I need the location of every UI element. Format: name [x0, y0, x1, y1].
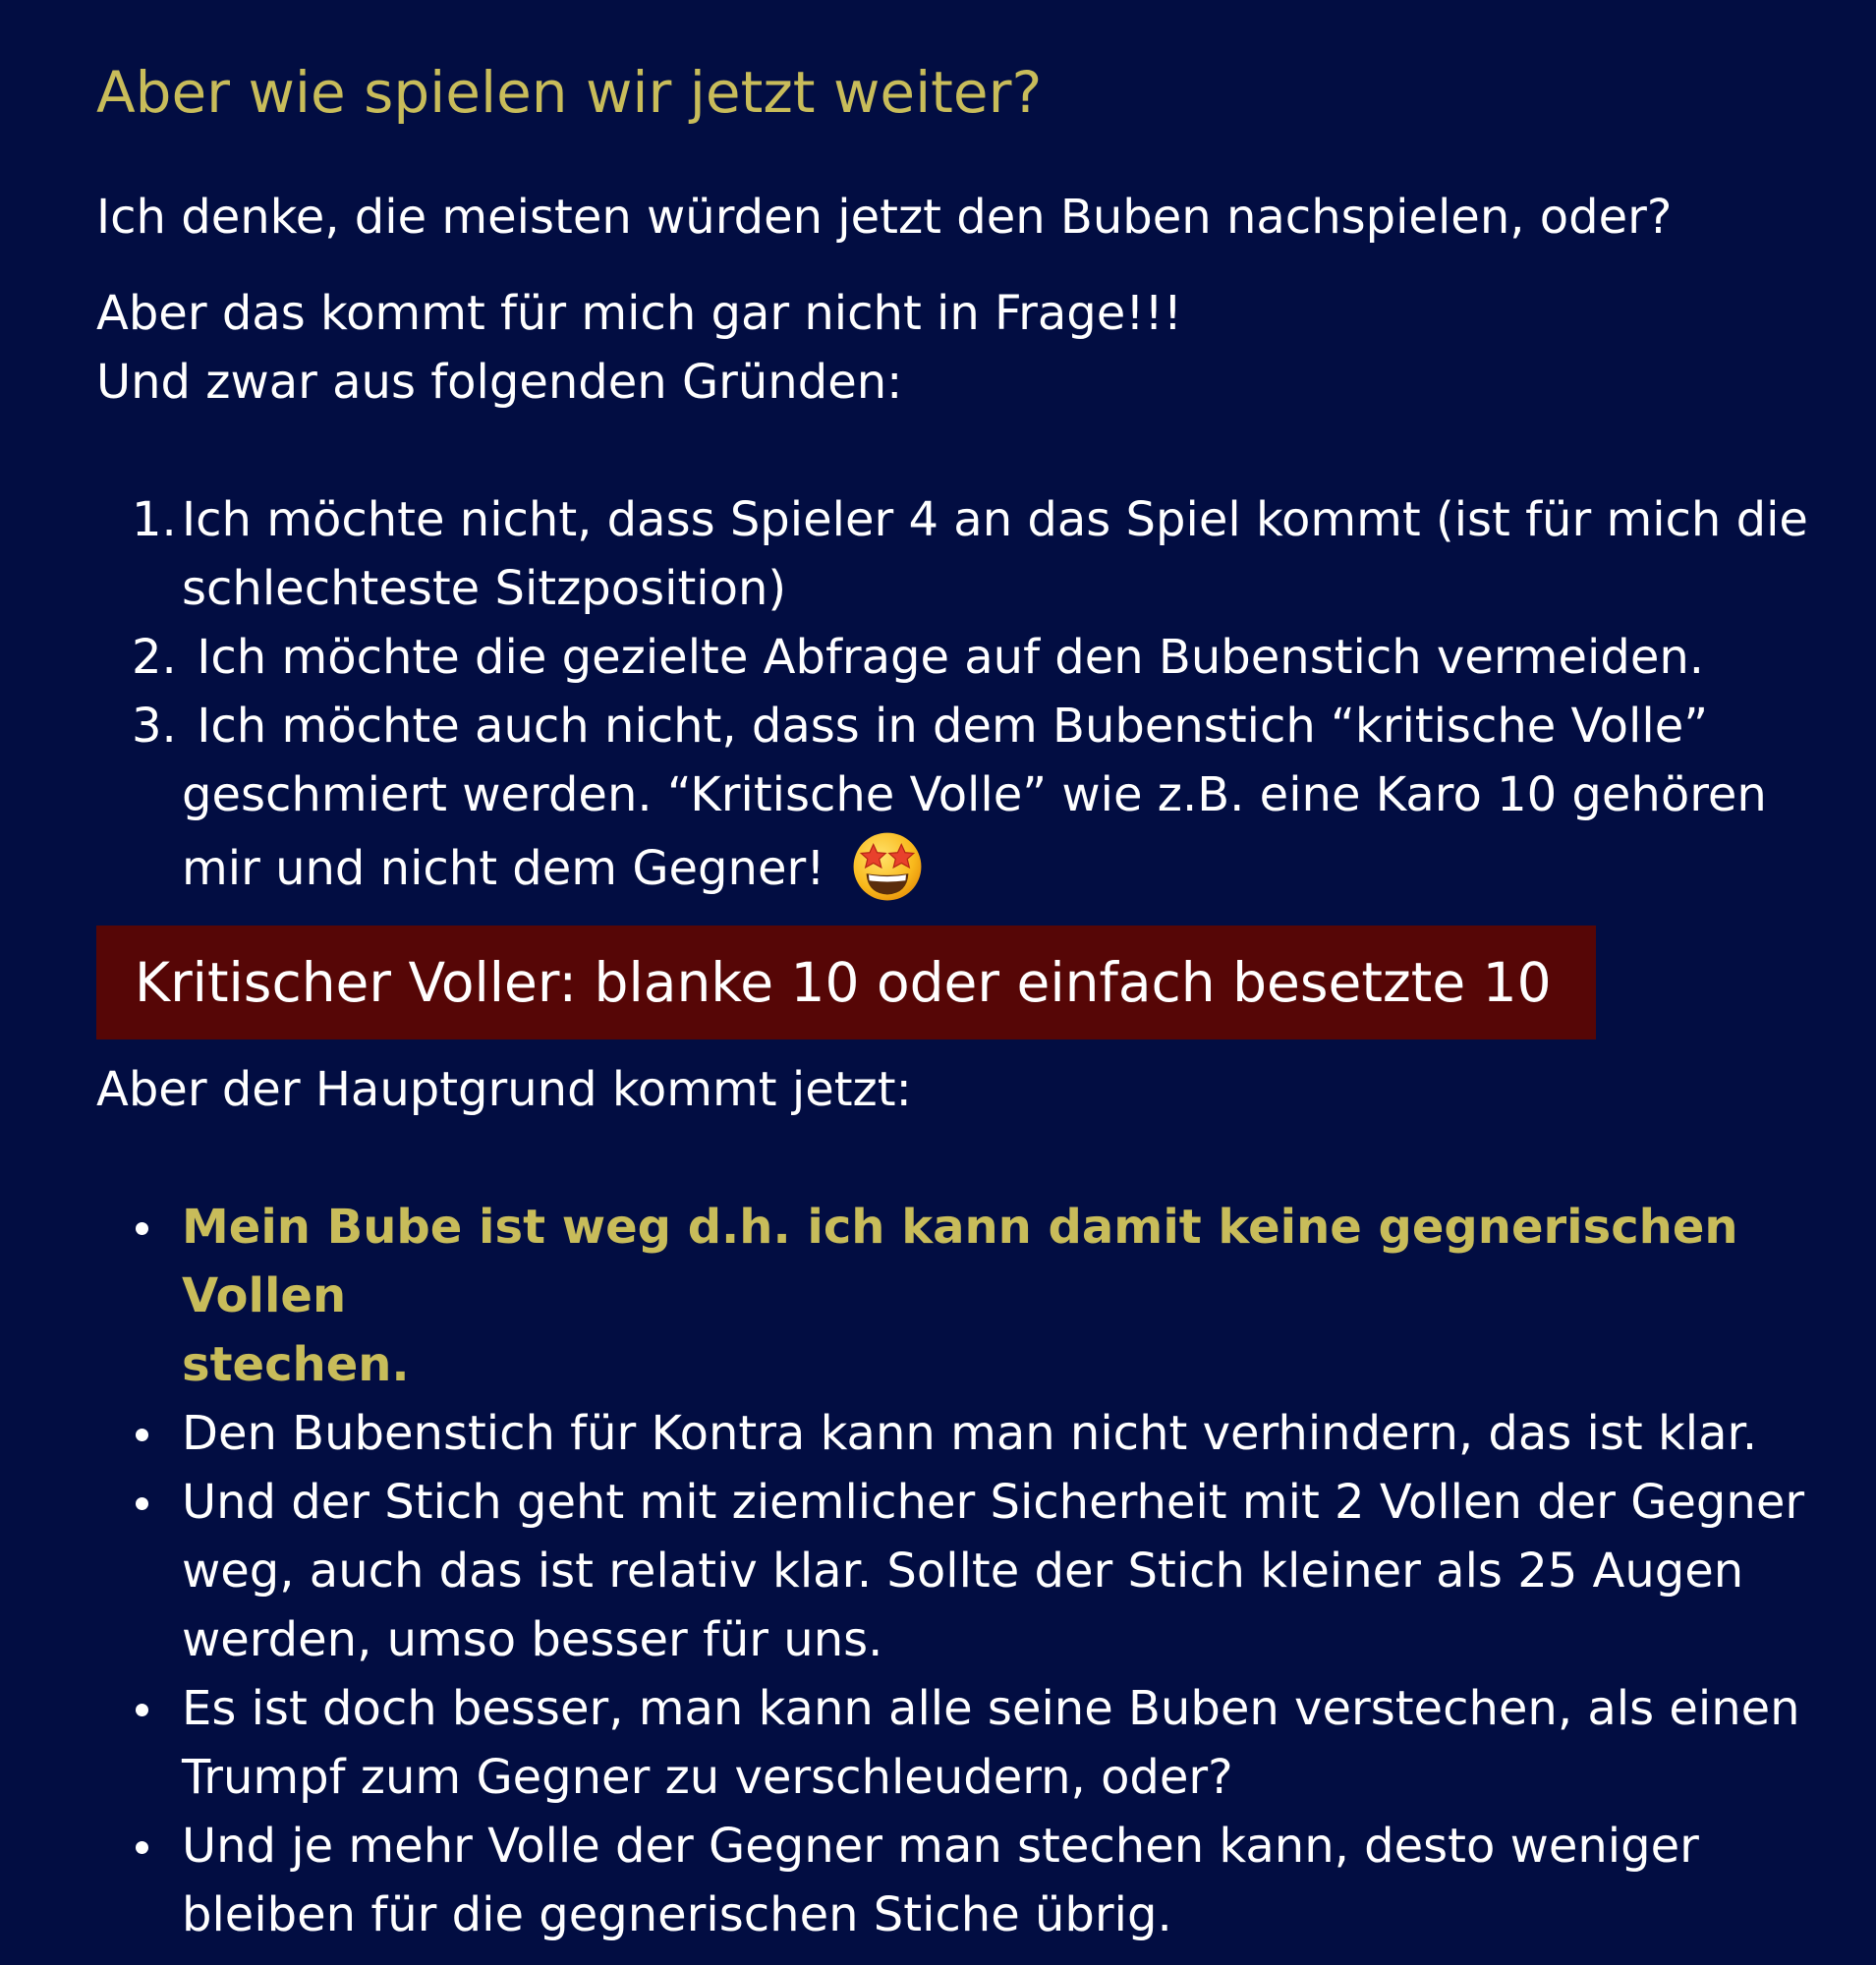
bullet-icon [136, 1222, 148, 1235]
list-item-line: Ich möchte auch nicht, dass in dem Bubenstich “kritische Volle” [182, 699, 1709, 754]
list-item-line: schlechteste Sitzposition) [182, 561, 787, 616]
list-item-line: Es ist doch besser, man kann alle seine Buben verstechen, als einen [182, 1681, 1800, 1736]
bullet-icon [136, 1429, 148, 1441]
main-reasons-list [96, 1193, 1846, 1949]
list-item-line: Mein Bube ist weg d.h. ich kann damit keine gegnerischen Vollen [182, 1200, 1738, 1323]
definition-banner [96, 926, 1596, 1039]
list-item [96, 1193, 1846, 1399]
list-item [96, 623, 1846, 692]
reasons-intro-paragraph: Und zwar aus folgenden Gründen: [96, 355, 903, 410]
list-item-line: Ich möchte die gezielte Abfrage auf den Bubenstich vermeiden. [182, 630, 1705, 685]
list-item-line: Den Bubenstich für Kontra kann man nicht verhindern, das ist klar. [182, 1406, 1758, 1461]
list-number: 2. [132, 630, 177, 685]
bullet-icon [136, 1497, 148, 1510]
list-item-line: Und je mehr Volle der Gegner man stechen kann, desto weniger [182, 1819, 1699, 1874]
main-reason-intro: Aber der Hauptgrund kommt jetzt: [96, 1062, 912, 1117]
list-item-line: Ich möchte nicht, dass Spieler 4 an das Spiel kommt (ist für mich die [182, 492, 1808, 547]
list-number: 1. [132, 492, 177, 547]
list-item [96, 1674, 1846, 1812]
banner-text: Kritischer Voller: blanke 10 oder einfach besetzte 10 [135, 951, 1552, 1014]
list-item [96, 1468, 1846, 1674]
list-item-line: mir und nicht dem Gegner! [182, 841, 825, 896]
bullet-icon [136, 1704, 148, 1716]
list-item [96, 485, 1846, 623]
reasons-list [96, 485, 1846, 904]
list-item-line: werden, umso besser für uns. [182, 1612, 883, 1667]
star-struck-emoji-icon [850, 829, 925, 904]
statement-paragraph: Aber das kommt für mich gar nicht in Frage!!! [96, 286, 1183, 341]
list-item [96, 1399, 1846, 1468]
list-item [96, 692, 1846, 904]
intro-paragraph: Ich denke, die meisten würden jetzt den Buben nachspielen, oder? [96, 190, 1673, 245]
list-number: 3. [132, 699, 177, 754]
page-title: Aber wie spielen wir jetzt weiter? [96, 59, 1043, 126]
list-item-line: stechen. [182, 1337, 410, 1392]
list-item-line: geschmiert werden. “Kritische Volle” wie z.B. eine Karo 10 gehören [182, 767, 1767, 822]
bullet-icon [136, 1841, 148, 1854]
list-item-line: Und der Stich geht mit ziemlicher Sicherheit mit 2 Vollen der Gegner [182, 1475, 1805, 1530]
list-item-line: weg, auch das ist relativ klar. Sollte der Stich kleiner als 25 Augen [182, 1544, 1744, 1599]
list-item-line: Trumpf zum Gegner zu verschleudern, oder? [182, 1750, 1233, 1805]
list-item [96, 1812, 1846, 1949]
list-item-line: bleiben für die gegnerischen Stiche übrig. [182, 1887, 1172, 1942]
